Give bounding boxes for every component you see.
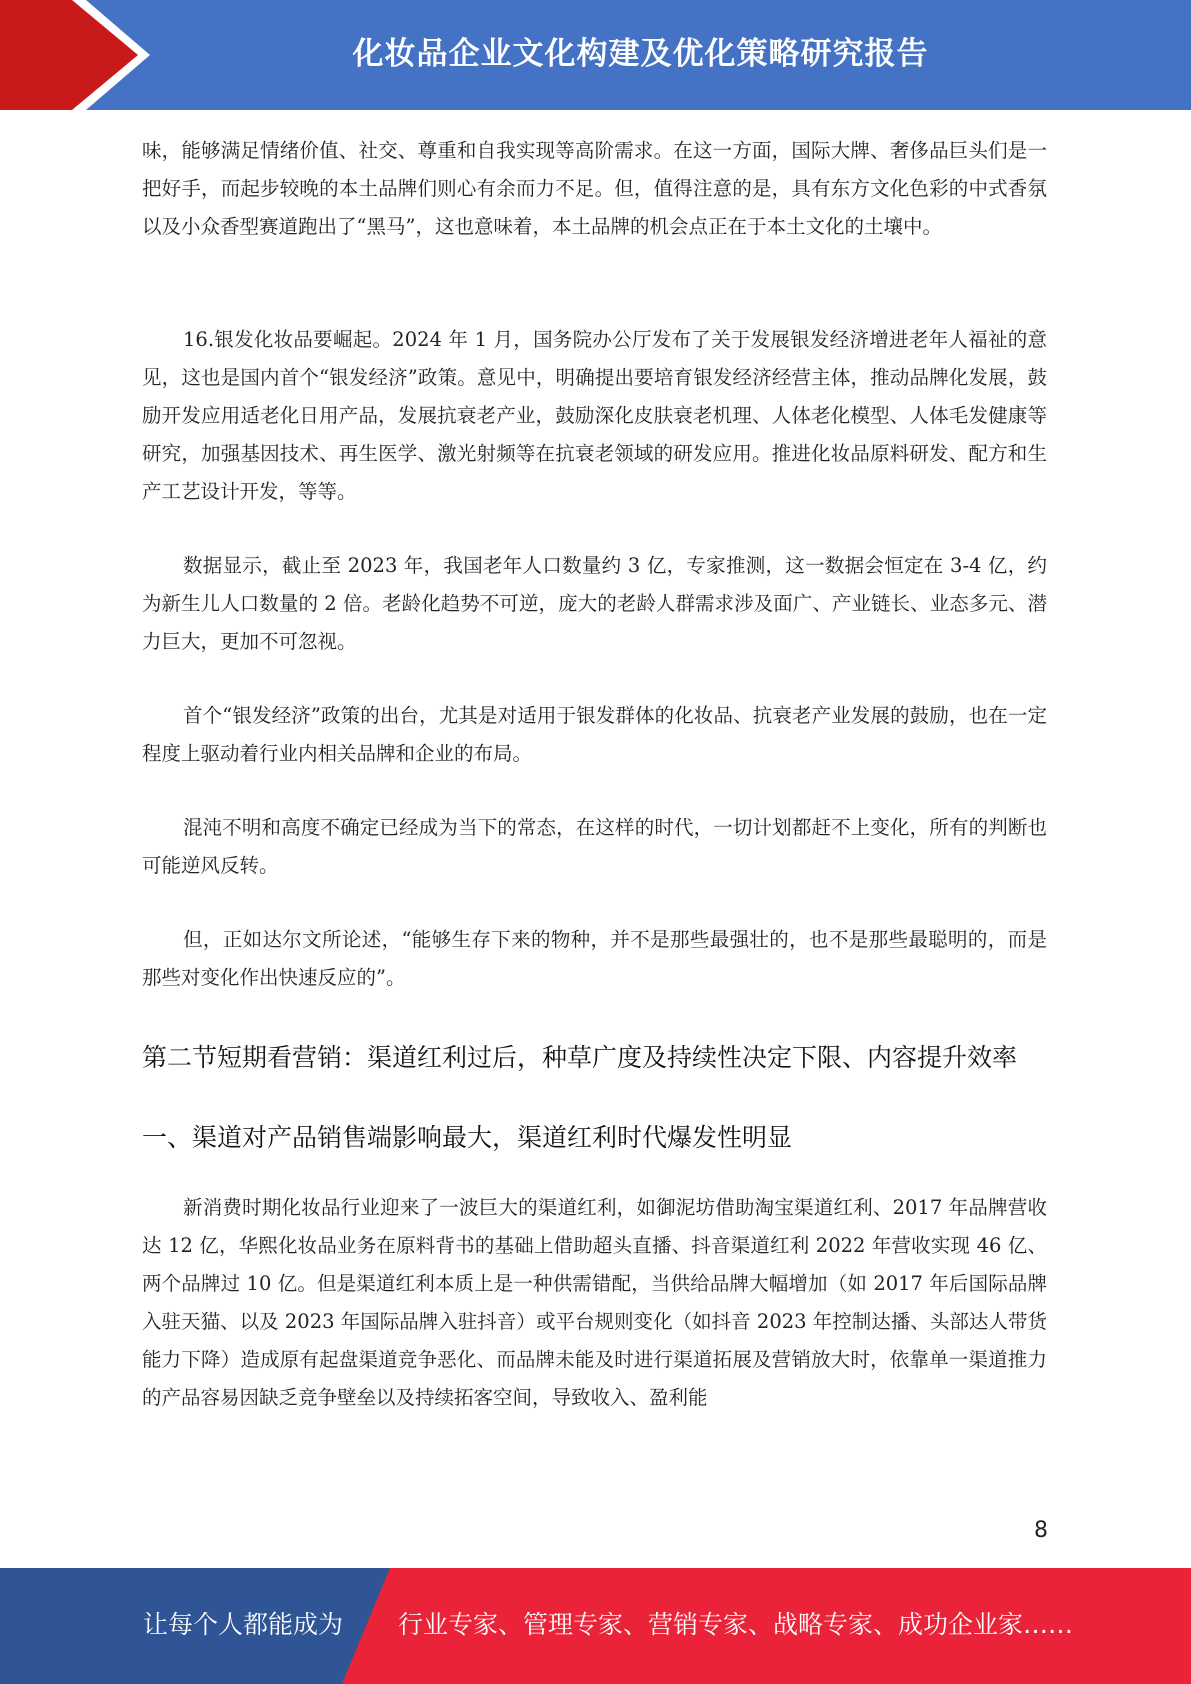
footer-slogan-right: 行业专家、管理专家、营销专家、战略专家、成功企业家…… — [398, 1610, 1074, 1639]
report-title: 化妆品企业文化构建及优化策略研究报告 — [352, 36, 929, 72]
paragraph-channel-dividend: 新消费时期化妆品行业迎来了一波巨大的渠道红利，如御泥坊借助淘宝渠道红利、2017 年品牌营收达 12 亿，华熙化妆品业务在原料背书的基础上借助超头直播、抖音渠道红利 2022 年营收实现 46 亿、两个品牌过 10 亿。但是渠道红利本质上是一种供需错配，当供给品牌大幅增加（如 2017 年后国际品牌入驻天猫、以及 2023 年国际品牌入驻抖音）或平台规则变化（如抖音 2023 年控制达播、头部达人带货能力下降）造成原有起盘渠道竞争恶化、而品牌未能及时进行渠道拓展及营销放大时，依靠单一渠道推力的产品容易因缺乏竞争壁垒以及持续拓客空间，导致收入、盈利能 — [142, 1196, 1047, 1409]
paragraph-uncertainty: 混沌不明和高度不确定已经成为当下的常态，在这样的时代，一切计划都赶不上变化，所有的判断也可能逆风反转。 — [142, 816, 1047, 877]
paragraph-darwin-quote: 但，正如达尔文所论述，“能够生存下来的物种，并不是那些最强壮的，也不是那些最聪明的，而是那些对变化作出快速反应的”。 — [142, 928, 1047, 989]
paragraph-policy-impact: 首个“银发经济”政策的出台，尤其是对适用于银发群体的化妆品、抗衰老产业发展的鼓励，也在一定程度上驱动着行业内相关品牌和企业的布局。 — [142, 704, 1047, 765]
page-number: 8 — [1034, 1518, 1048, 1543]
page-body — [142, 132, 1047, 1417]
paragraph-silver-cosmetics: 16.银发化妆品要崛起。2024 年 1 月，国务院办公厅发布了关于发展银发经济增进老年人福祉的意见，这也是国内首个“银发经济”政策。意见中，明确提出要培育银发经济经营主体，推动品牌化发展，鼓励开发应用适老化日用产品，发展抗衰老产业，鼓励深化皮肤衰老机理、人体老化模型、人体毛发健康等研究，加强基因技术、再生医学、激光射频等在抗衰老领域的研发应用。推进化妆品原料研发、配方和生产工艺设计开发，等等。 — [142, 328, 1047, 503]
section-heading: 第二节短期看营销：渠道红利过后，种草广度及持续性决定下限、内容提升效率 — [142, 1043, 1018, 1072]
paragraph-population-data: 数据显示，截止至 2023 年，我国老年人口数量约 3 亿，专家推测，这一数据会恒定在 3-4 亿，约为新生儿人口数量的 2 倍。老龄化趋势不可逆，庞大的老龄人群需求涉及面广、产业链长、业态多元、潜力巨大，更加不可忽视。 — [142, 554, 1047, 653]
sub-heading: 一、渠道对产品销售端影响最大，渠道红利时代爆发性明显 — [142, 1123, 793, 1152]
page-footer — [0, 1568, 1191, 1684]
page-header — [0, 0, 1191, 110]
paragraph-continuation: 味，能够满足情绪价值、社交、尊重和自我实现等高阶需求。在这一方面，国际大牌、奢侈品巨头们是一把好手，而起步较晚的本土品牌们则心有余而力不足。但，值得注意的是，具有东方文化色彩的中式香氛以及小众香型赛道跑出了“黑马”，这也意味着，本土品牌的机会点正在于本土文化的土壤中。 — [142, 139, 1047, 238]
footer-slogan-left: 让每个人都能成为 — [143, 1610, 344, 1639]
